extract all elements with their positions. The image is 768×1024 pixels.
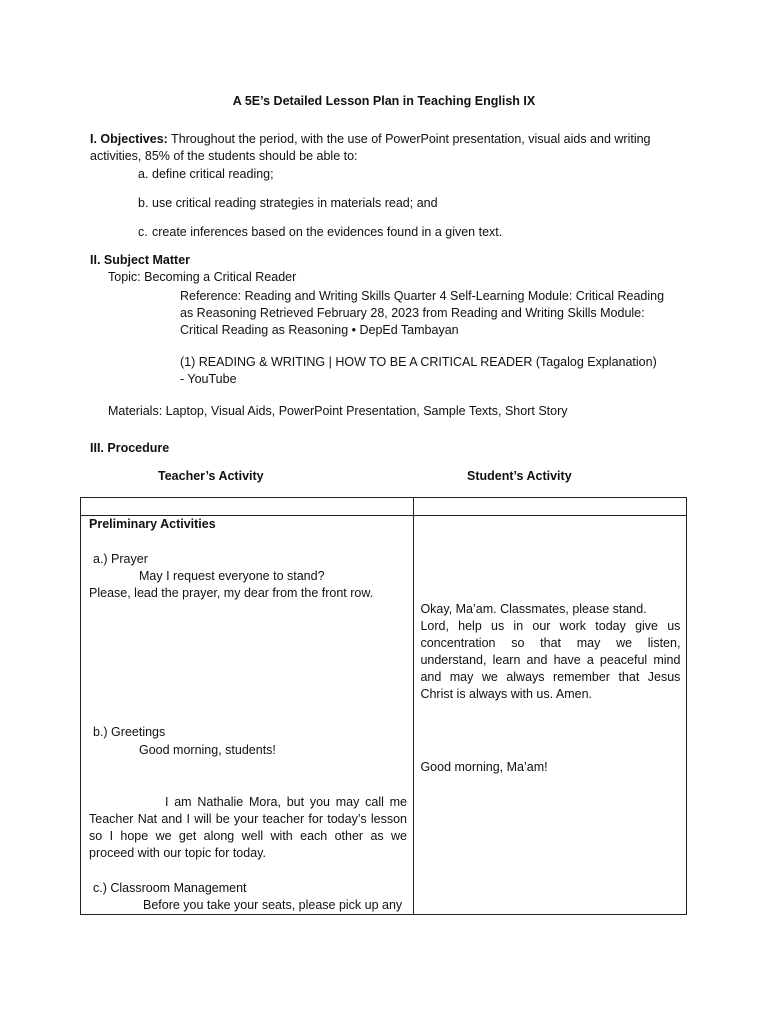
document-title: A 5E’s Detailed Lesson Plan in Teaching English IX	[232, 94, 536, 108]
student-activity-header: Student’s Activity	[467, 469, 572, 483]
objective-text: define critical reading;	[152, 167, 274, 181]
prayer-label: a.) Prayer	[93, 552, 148, 566]
teacher-activity-cell	[81, 516, 414, 915]
table-cell	[81, 498, 414, 516]
classroom-management-label: c.) Classroom Management	[93, 881, 247, 895]
objectives-paragraph	[90, 131, 680, 165]
greetings-label: b.) Greetings	[93, 725, 166, 739]
topic-line: Topic: Becoming a Critical Reader	[108, 270, 297, 284]
greetings-student-line: Good morning, Ma’am!	[420, 760, 548, 774]
preliminary-activities-label: Preliminary Activities	[89, 517, 216, 531]
teacher-activity-header: Teacher’s Activity	[158, 469, 264, 483]
procedure-heading: III. Procedure	[90, 441, 170, 455]
table-cell	[414, 498, 687, 516]
objective-marker: a.	[138, 167, 149, 181]
prayer-teacher-line-2: Please, lead the prayer, my dear from the front row.	[89, 586, 374, 600]
prayer-student-text: Lord, help us in our work today give us concentration so that may we listen, understand, learn and have a peaceful mind and may we always remember that Jesus Christ is always with us. Amen.	[420, 619, 681, 701]
prayer-teacher-line-1: May I request everyone to stand?	[139, 569, 325, 583]
objective-marker: c.	[138, 225, 148, 239]
objective-text: create inferences based on the evidences found in a given text.	[152, 225, 503, 239]
reference-text: Reference: Reading and Writing Skills Quarter 4 Self-Learning Module: Critical Reading as Reasoning Retrieved February 28, 2023 from Reading and Writing Skills Module: Critical Reading as Reasoning • DepEd Tambayan	[180, 289, 665, 337]
objective-item	[138, 224, 502, 241]
objective-text: use critical reading strategies in materials read; and	[152, 196, 438, 210]
materials-line: Materials: Laptop, Visual Aids, PowerPoint Presentation, Sample Texts, Short Story	[108, 404, 568, 418]
table-row	[81, 498, 687, 516]
youtube-reference: (1) READING & WRITING | HOW TO BE A CRITICAL READER (Tagalog Explanation) - YouTube	[180, 355, 657, 386]
greetings-teacher-line: Good morning, students!	[139, 743, 276, 757]
objectives-heading: I. Objectives:	[90, 132, 168, 146]
subject-matter-heading: II. Subject Matter	[90, 253, 191, 267]
prayer-student-line-1: Okay, Ma’am. Classmates, please stand.	[420, 602, 647, 616]
student-activity-cell	[414, 516, 687, 915]
objective-item	[138, 195, 438, 212]
objective-item	[138, 166, 274, 183]
teacher-introduction: I am Nathalie Mora, but you may call me Teacher Nat and I will be your teacher for today’s lesson so I hope we get along well with each other as we proceed with our topic for today.	[89, 795, 407, 860]
procedure-table	[80, 497, 687, 915]
classroom-management-line: Before you take your seats, please pick up any	[143, 898, 403, 912]
objectives-intro: Throughout the period, with the use of PowerPoint presentation, visual aids and writing activities, 85% of the students should be able to:	[90, 132, 651, 163]
objective-marker: b.	[138, 196, 149, 210]
table-row	[81, 516, 687, 915]
